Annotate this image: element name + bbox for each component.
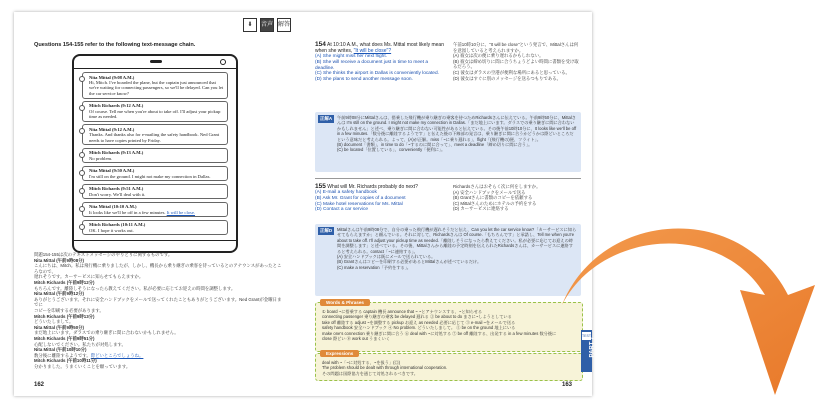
expression-line: The problem should be dealt with through international cooperation. bbox=[322, 365, 448, 371]
translation-text: 心配しないでください。私たちが対処します。 bbox=[34, 341, 126, 347]
message-body bbox=[89, 132, 224, 143]
translation-text: Mitch Richards (午前9時51分) bbox=[34, 335, 95, 341]
translation-text: Nita Mittal (午前9時50分) bbox=[34, 324, 85, 330]
answer-tag: 正解D bbox=[319, 228, 333, 233]
answer-option: (A) E-mail a safety handbook bbox=[315, 190, 377, 195]
explanation-note: (C) make a reservation「予約をする」。 bbox=[337, 264, 411, 270]
translation-line bbox=[34, 297, 284, 308]
explanation-154 bbox=[315, 112, 581, 172]
message-sender: Mitch Richards (10:11 A.M.) bbox=[89, 222, 146, 228]
curved-arrow-icon bbox=[560, 210, 820, 405]
jp-stem: Richardsさんはおそらく次に何をしますか。 bbox=[453, 184, 541, 189]
answer-option: (B) Ask Mr. Grant for copies of a document bbox=[315, 195, 406, 201]
jp-option: (A) 彼女は次の便に乗り遅れるかもしれない。 bbox=[453, 53, 544, 59]
vocab-line: close 際どい ⑧ work out うまくいく bbox=[322, 336, 390, 342]
explanation-note: (B) document「書類」、in time to do「~するのに間に合って」、meet a deadline「締め切りに間に合う」。 bbox=[337, 142, 533, 148]
message-body bbox=[89, 228, 224, 233]
question-quote: "It will be close"? bbox=[353, 48, 392, 54]
message-body bbox=[89, 210, 224, 215]
message-bubble bbox=[82, 72, 228, 99]
message-list bbox=[82, 72, 228, 238]
translation-text: ありがとうございます。それに安全ハンドブックをメールで送ってくれたこともありがとうございます。Ned Grantが金曜日までに bbox=[34, 296, 282, 308]
phone-frame bbox=[72, 54, 238, 253]
answer-option: (C) She thinks the airport in Dallas is conveniently located. bbox=[315, 71, 439, 77]
translation-text: どういたしまして。 bbox=[34, 319, 74, 325]
message-text: OK. I hope it works out. bbox=[89, 227, 134, 233]
audio-tab[interactable]: 音声 bbox=[260, 18, 274, 32]
answer-option: (D) Contact a car service bbox=[315, 207, 369, 213]
expression-line: その問題は国際協力を通じて対処されるべきです。 bbox=[322, 370, 418, 376]
question-154 bbox=[315, 42, 445, 83]
explanation-text: 午前9時08分にMittalさんは、搭乗した飛行機が乗り継ぎの乗客を待つためRichardsさんに伝えている。午前9時50分に、Mittalさんは I'm still on the ground. I might not make my connection in Dallas.「まだ地上にいます。ダラスでの乗り継ぎに間に合わないかもしれません」と述べ、乗り継ぎに間に合わない可能性があると伝えている。その後午前10時10分に、It looks like we'll be off in a few minutes.「数分後に離陸するようです」と伝えた後の下線部の発言は、乗り継ぎに間に合うかどうかは際どいところだという意味だと考えられる。よって、(A)が正解。miss「~に乗り遅れる」、flight「(飛行機の)便、フライト」。 bbox=[337, 115, 577, 142]
message-text: Thanks. And thanks also for e-mailing the safety handbook. Ned Grant needs to have copies printed by Friday. bbox=[89, 132, 220, 143]
message-body bbox=[89, 80, 224, 96]
question-number: 155 bbox=[315, 183, 326, 190]
translation-text: 数分後に離陸するようです。 bbox=[34, 352, 91, 358]
phone-speaker bbox=[150, 60, 162, 63]
explanation-note: (A) 安全ハンドブックは既にメールで送られている。 bbox=[337, 254, 436, 260]
message-highlight: It will be close. bbox=[166, 209, 196, 215]
question-155-japanese bbox=[453, 184, 581, 212]
message-sender: Nita Mittal (10:10 A.M.) bbox=[89, 204, 137, 210]
translation-text: Nita Mittal (午前9時08分) bbox=[34, 257, 85, 263]
page-number-left: 162 bbox=[34, 382, 45, 388]
translation-highlight: 際どいところでしょうね。 bbox=[90, 352, 144, 358]
right-page bbox=[303, 12, 596, 396]
explanation-note: (C) be located「位置している」、conveniently「便利に」。 bbox=[337, 147, 446, 153]
message-bubble bbox=[82, 202, 228, 218]
phone-camera-icon bbox=[220, 59, 226, 65]
translation-text: Mitch Richards (午前10時11分) bbox=[34, 358, 97, 364]
vocab-line: make one's connection 乗り継ぎに間に合う ⑥ deal with ~に対処する ⑦ be off 離陸する、出発する in a few minutes 数分後に bbox=[322, 330, 557, 336]
question-154-japanese bbox=[453, 42, 581, 81]
jp-option: (A) 安全ハンドブックをメールで送る bbox=[453, 189, 526, 195]
answer-option: (D) She plans to send another message soon. bbox=[315, 77, 413, 83]
translation-text: Nita Mittal (午前9時12分) bbox=[34, 291, 85, 297]
explanation-text: Mittalさんは午前9時08分で、自分の乗った飛行機が遅れそうだと伝え、Can you let the car service know?「カーサービスに知らせてもらえますか」と頼んでいる。それに対して、Richardsさんは Of course.「もちろんです」と承諾し、Tell me when you're about to take off. I'll adjust your pickup time as needed.「離陸しそうになったら教えてください。私が必要に応じてお迎えの時間を調整します」と述べている。その後、Mittalさんから離陸の予定時刻を伝えられたRichardsさんは、カーサービスに連絡すると考えられる。contact「~に連絡する」。 bbox=[337, 227, 577, 254]
message-text: No problem. bbox=[89, 155, 113, 161]
message-bubble bbox=[82, 220, 228, 236]
translation-line bbox=[34, 364, 284, 370]
phone-top-bar bbox=[74, 56, 236, 69]
message-text: Of course. Tell me when you're about to take off. I'll adjust your pickup time as needed. bbox=[89, 108, 221, 120]
vocab-line: ① board ~に搭乗する captain 機長 announce that ~ ~とアナウンスする、~と知らせる bbox=[322, 309, 483, 314]
message-sender: Nita Mittal (9:50 A.M.) bbox=[89, 168, 135, 174]
words-phrases-box bbox=[315, 302, 583, 352]
question-number: 154 bbox=[315, 41, 326, 48]
translation-text: まだ地上にいます。ダラスでの乗り継ぎに間に合わないかもしれません。 bbox=[34, 330, 179, 336]
translation-text: Mitch Richards (午前9時12分) bbox=[34, 279, 95, 285]
question-stem: At 10:10 A.M., what does Ms. Mittal most likely mean when she writes, bbox=[315, 42, 444, 54]
message-body bbox=[89, 109, 224, 120]
translation-text: 分かりました。うまくいくことを願っています。 bbox=[34, 363, 131, 369]
answer-option: (A) She might miss her next flight. bbox=[315, 54, 387, 59]
jp-option: (B) Grantさんに書類のコピーを依頼する bbox=[453, 195, 533, 201]
left-page bbox=[14, 12, 304, 396]
words-phrases-header: Words & Phrases bbox=[320, 299, 370, 306]
part-tab-prefix: TEST bbox=[582, 334, 591, 338]
message-sender: Mitch Richards (9:12 A.M.) bbox=[89, 103, 144, 109]
expressions-header: Expressions bbox=[320, 350, 359, 357]
message-text: Hi, Mitch. I've boarded the plane, but the captain just announced that we're waiting for connecting passengers, so we'll be delayed. Can you let the car service know? bbox=[89, 79, 224, 96]
message-body bbox=[89, 156, 224, 161]
answer-tag: 正解A bbox=[319, 116, 333, 121]
jp-option: (C) Mittalさんのためにホテルの予約をする bbox=[453, 200, 537, 206]
page-toolbar bbox=[243, 18, 291, 32]
divider bbox=[315, 178, 581, 179]
vocab-line: connecting passenger 乗り継ぎの乗客 be delayed 遅れる ② be about to do まさに~しようとしている bbox=[322, 314, 512, 320]
translation-text: コピーを印刷する必要があります。 bbox=[34, 307, 104, 313]
question-stem: What will Mr. Richards probably do next? bbox=[327, 184, 418, 190]
answer-option: (C) Make hotel reservations for Ms. Mittal bbox=[315, 201, 403, 207]
translation-text: Mitch Richards (午前9時13分) bbox=[34, 313, 95, 319]
translation-line bbox=[34, 263, 284, 274]
message-bubble bbox=[82, 124, 228, 145]
message-sender: Nita Mittal (9:08 A.M.) bbox=[89, 74, 135, 80]
translation-text: こんにちは、Mitch。私は飛行機に乗りましたが、しかし、機長から乗り継ぎの乗客を待っているとのアナウンスがあったところなので、 bbox=[34, 263, 282, 274]
explanation-note: (B) Grantさんはコピーを印刷する必要があるとMittalさんが述べているだけ。 bbox=[337, 259, 482, 265]
question-heading: Questions 154-155 refer to the following text-message chain. bbox=[34, 42, 196, 48]
translation-text: 遅れそうです。カーサービスに知らせてもらえますか。 bbox=[34, 274, 144, 280]
message-body bbox=[89, 192, 224, 197]
part-tab-label: PART 7 bbox=[589, 336, 596, 358]
vocab-line: take off 離陸する adjust ~を調整する pickup お迎え as needed 必要に応じて ③ e-mail ~をメールで送る bbox=[322, 319, 516, 325]
download-icon[interactable]: ⬇ bbox=[243, 18, 257, 32]
jp-option: (D) カーサービスに連絡する bbox=[453, 206, 509, 212]
jp-option: (B) 彼女は締め切りに間に合うちょうどよい時間に書類を受け取るだろう。 bbox=[453, 58, 579, 70]
message-bubble bbox=[82, 166, 228, 182]
answer-option: (B) She will receive a document just in time to meet a deadline. bbox=[315, 59, 429, 71]
answer-tab[interactable]: 解答 bbox=[277, 18, 291, 32]
page-number-right: 163 bbox=[561, 382, 572, 388]
jp-option: (C) 彼女はダラスの空港が便利な場所にあると思っている。 bbox=[453, 69, 570, 75]
message-sender: Mitch Richards (9:51 A.M.) bbox=[89, 186, 144, 192]
jp-option: (D) 彼女はすぐに別のメッセージを送るつもりである。 bbox=[453, 75, 561, 81]
expression-line: deal with ~「~に対処する、~を扱う」(◎) bbox=[322, 360, 401, 365]
message-body bbox=[89, 174, 224, 179]
message-text: Don't worry. We'll deal with it. bbox=[89, 191, 146, 197]
vocab-line: safety handbook 安全ハンドブック ④ No problem. どういたしまして。 ⑤ be on the ground 地上にいる bbox=[322, 325, 516, 331]
message-bubble bbox=[82, 184, 228, 200]
message-bubble bbox=[82, 101, 228, 122]
question-155 bbox=[315, 184, 445, 213]
message-sender: Mitch Richards (9:13 A.M.) bbox=[89, 150, 144, 156]
explanation-155 bbox=[315, 224, 581, 296]
message-text: It looks like we'll be off in a few minutes. bbox=[89, 209, 166, 215]
translation-text: もちろんです。離陸しそうになったら教えてください。私が必要に応じてお迎えの時間を調整します。 bbox=[34, 285, 236, 291]
translation-text: 問題154-155は次のテキストメッセージのやりとりに関するものです。 bbox=[34, 252, 173, 257]
message-text: I'm still on the ground. I might not make my connection in Dallas. bbox=[89, 173, 211, 179]
message-sender: Nita Mittal (9:12 A.M.) bbox=[89, 126, 135, 132]
translation-text: Nita Mittal (午前10時10分) bbox=[34, 347, 87, 353]
japanese-translation bbox=[34, 252, 284, 369]
jp-stem: 午前10時10分に、"It will be close"という発言で、Mittalさんは何を意図していると考えられますか。 bbox=[453, 42, 579, 53]
message-bubble bbox=[82, 148, 228, 164]
book-spread bbox=[14, 12, 596, 396]
phone-bottom-bar bbox=[74, 240, 236, 251]
expressions-box bbox=[315, 353, 583, 381]
